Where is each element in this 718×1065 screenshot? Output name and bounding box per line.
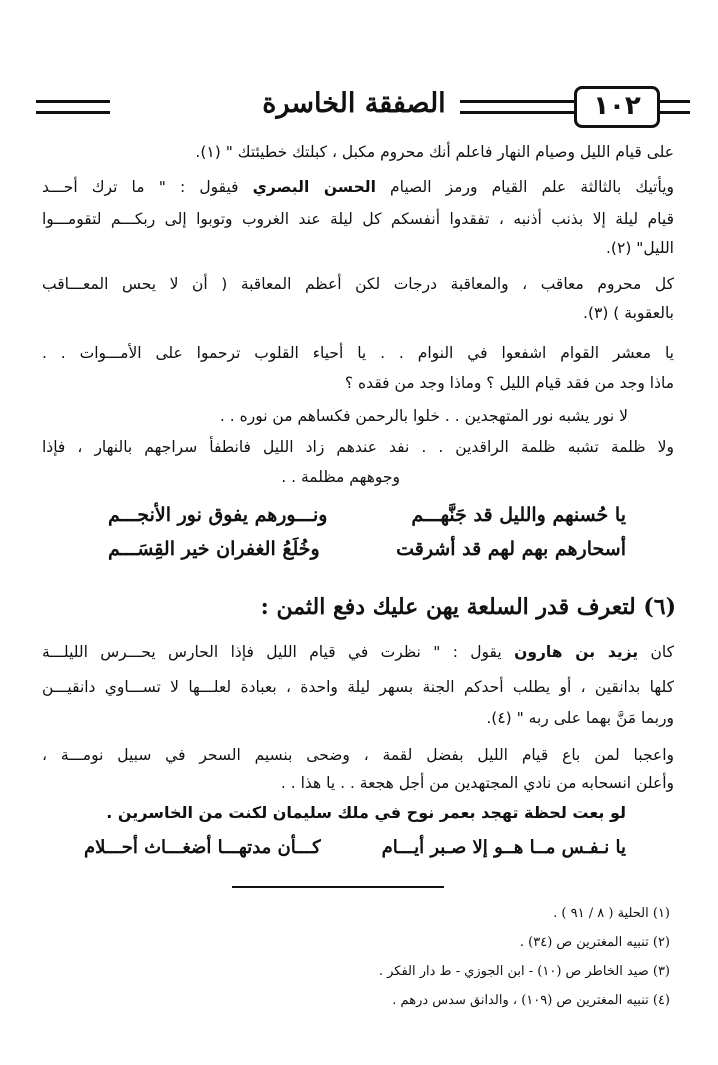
paragraph-line: كان يزيد بن هارون يقول : " نظرت في قيام الليل فإذا الحارس يحـــرس الليلـــة [42, 643, 674, 661]
footnote: (١) الحلية ( ٨ / ٩١ ) . [553, 906, 670, 921]
paragraph-line: قيام ليلة إلا بذنب أذنبه ، تفقدوا أنفسكم كل ليلة عند الغروب وتوبوا إلى ربكـــم لتقومـــوا [42, 210, 674, 228]
header-rule-middle [460, 100, 580, 114]
paragraph-line: ماذا وجد من فقد قيام الليل ؟ وماذا وجد من فقده ؟ [344, 374, 674, 392]
paragraph-line: وأعلن انسحابه من نادي المجتهدين من أجل هجعة . . يا هذا . . [280, 774, 674, 792]
paragraph-line: الليل" (٢). [606, 239, 674, 257]
poem-verse: يا حُسنهم والليل قد جَنَّهـــم [411, 504, 626, 526]
scholar-name: الحسن البصري [252, 178, 376, 196]
header-rule-left [36, 100, 110, 114]
scholar-name: يزيد بن هارون [514, 643, 639, 661]
paragraph-line: لا نور يشبه نور المتهجدين . . خلوا بالرحمن فكساهم من نوره . . [219, 407, 628, 425]
paragraph-line: على قيام الليل وصيام النهار فاعلم أنك محروم مكبل ، كبلتك خطيئتك " (١). [195, 143, 674, 161]
poem-verse: وخُلَعُ الغفران خير القِسَـــم [108, 538, 320, 560]
paragraph-line: بالعقوبة ) (٣). [583, 304, 674, 322]
section-heading: (٦) لتعرف قدر السلعة يهن عليك دفع الثمن : [260, 594, 676, 620]
header-rule-right [656, 100, 690, 114]
footnote: (٤) تنبيه المغترين ص (١٠٩) ، والدانق سدس درهم . [392, 993, 670, 1008]
paragraph-line: ولا ظلمة تشبه ظلمة الراقدين . . نفد عندهم زاد الليل فانطفأ سراجهم بالنهار ، فإذا [42, 438, 674, 456]
paragraph-line: كلها بدانقين ، أو يطلب أحدكم الجنة بسهر ليلة واحدة ، بعبادة لعلـــها لا تســـاوي دانقيـــن [42, 678, 674, 696]
poem-verse: كـــأن مدتهـــا أضغـــاث أحـــلام [84, 837, 321, 858]
paragraph-line: كل محروم معاقب ، والمعاقبة درجات لكن أعظم المعاقبة ( أن لا يحس المعـــاقب [42, 275, 674, 293]
poem-verse: يا نـفـس مــا هــو إلا صـبر أيـــام [381, 837, 626, 858]
page-number: ١٠٢ [574, 86, 660, 128]
poem-verse: ونـــورهم يفوق نور الأنجـــم [108, 504, 328, 526]
footnote: (٢) تنبيه المغترين ص (٣٤) . [519, 935, 670, 950]
paragraph-line: وربما مَنَّ بهما على ربه " (٤). [486, 709, 674, 727]
poem-verse: أسحارهم بهم لهم قد أشرقت [396, 538, 626, 560]
paragraph-line: يا معشر القوام اشفعوا في النوام . . يا أحياء القلوب ترحموا على الأمـــوات . . [42, 344, 674, 362]
emphasis-line: لو بعت لحظة تهجد بعمر نوح في ملك سليمان لكنت من الخاسرين . [106, 803, 626, 822]
paragraph-line: واعجبا لمن باع قيام الليل بفضل لقمة ، وضحى بنسيم السحر في سبيل نومـــة ، [42, 746, 674, 764]
paragraph-line: وجوههم مظلمة . . [281, 468, 400, 486]
page-header [36, 86, 690, 128]
footnote-divider [232, 886, 444, 888]
footnote: (٣) صيد الخاطر ص (١٠) - ابن الجوزي - ط دار الفكر . [378, 964, 670, 979]
chapter-title: الصفقة الخاسرة [262, 88, 446, 119]
paragraph-line: ويأتيك بالثالثة علم القيام ورمز الصيام الحسن البصري فيقول : " ما ترك أحـــد [42, 178, 674, 196]
